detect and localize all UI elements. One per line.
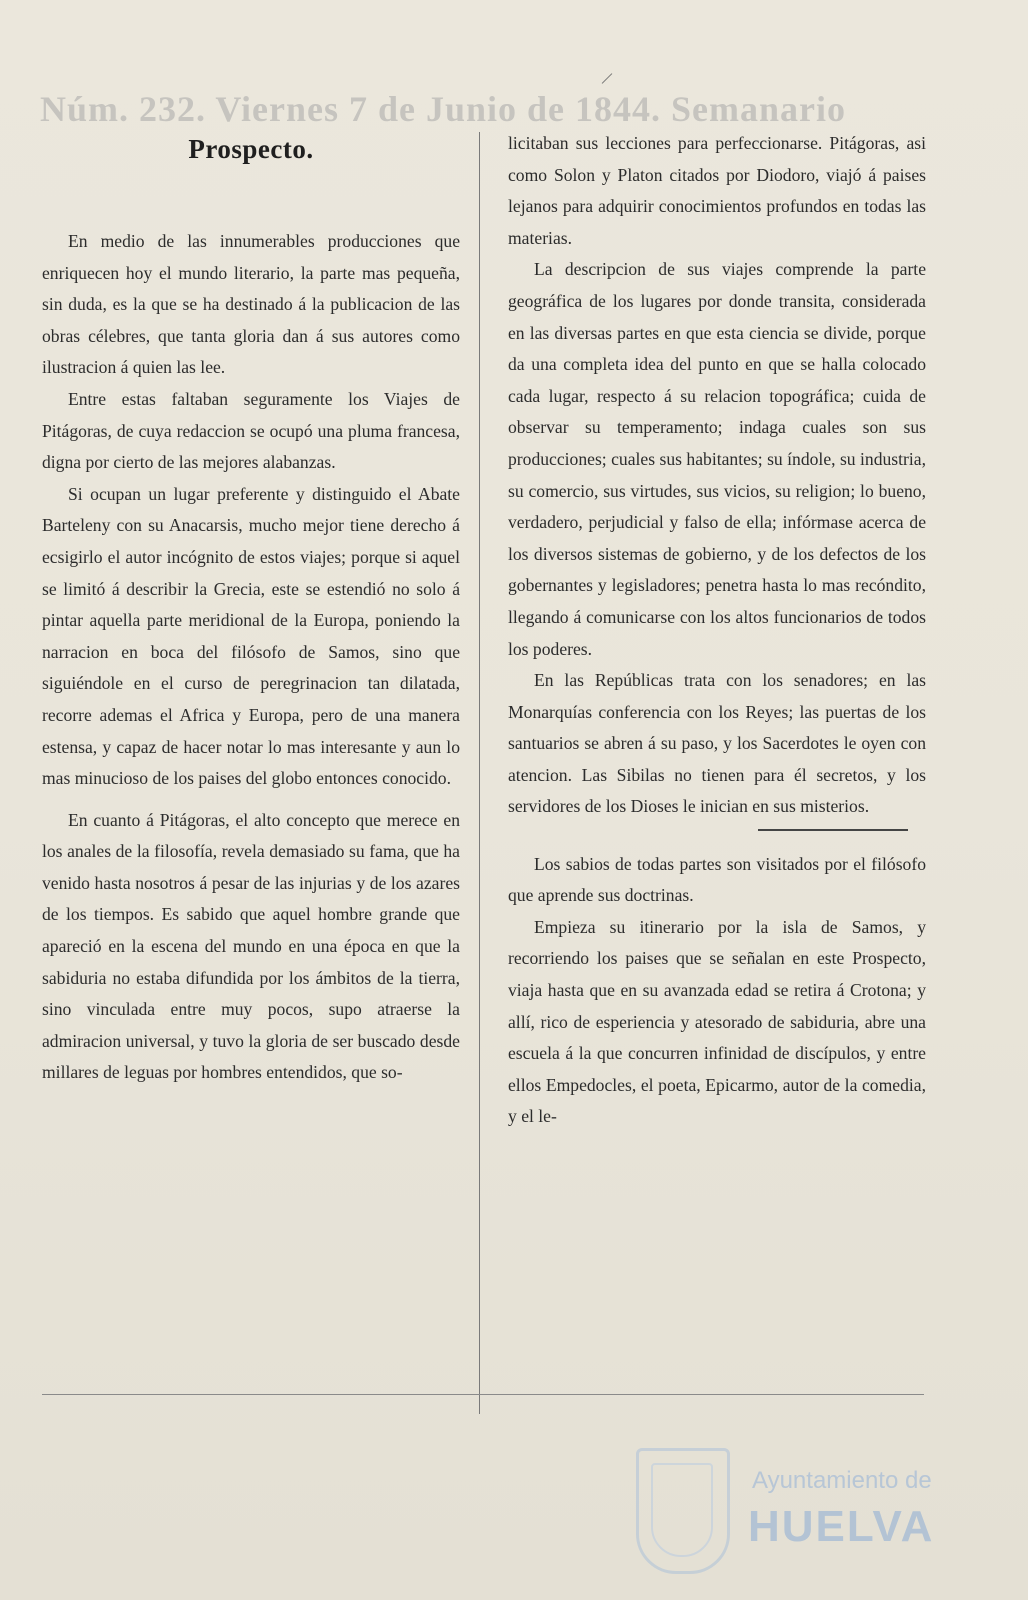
watermark-line1: Ayuntamiento de — [752, 1467, 932, 1494]
coat-of-arms-icon — [636, 1448, 730, 1574]
column-divider — [479, 132, 480, 1414]
right-paragraph-4: Los sabios de todas partes son visitados por el filósofo que aprende sus doctrinas. — [508, 853, 926, 906]
bleed-through-masthead: Núm. 232. Viernes 7 de Junio de 1844. Semanario — [40, 89, 847, 129]
watermark-line2: HUELVA — [748, 1502, 935, 1551]
left-paragraph-4: En cuanto á Pitágoras, el alto concepto que merece en los anales de la filosofía, revela demasiado su fama, que ha venido hasta nosotros á pesar de las injurias y de los azares de los tiempos. Es sabido que aquel hombre grande que apareció en la escena del mundo en una época en que la sabiduria no estaba difundida por los ámbitos de la tierra, sino vinculada entre muy pocos, supo atraerse la admiracion universal, y tuvo la gloria de ser buscado desde millares de leguas por hombres entendidos, que so- — [42, 809, 460, 1083]
right-paragraph-2: La descripcion de sus viajes comprende la parte geográfica de los lugares por donde transita, considerada en las diversas partes en que esta ciencia se divide, porque da una completa idea del punto en que se halla colocado cada lugar, respecto á su relacion topográfica; cuida de observar su temperamento; indaga cuales son sus producciones; cuales sus habitantes; su índole, su industria, su comercio, sus virtudes, sus vicios, su religion; lo bueno, verdadero, perjudicial y falso de ella; infórmase acerca de los diversos sistemas de gobierno, y de los defectos de los gobernantes y legisladores; penetra hasta lo mas recóndito, llegando á comunicarse con los altos funcionarios de todos los poderes. — [508, 259, 926, 659]
right-column — [508, 128, 926, 1133]
paragraph-gap — [42, 795, 460, 805]
left-column — [42, 128, 460, 1089]
left-paragraph-2: Entre estas faltaban seguramente los Viajes de Pitágoras, de cuya redaccion se ocupó una pluma francesa, digna por cierto de las mejores alabanzas. — [42, 388, 460, 473]
right-paragraph-3: En las Repúblicas trata con los senadores; en las Monarquías conferencia con los Reyes; las puertas de los santuarios se abren á su paso, y los Sacerdotes le oyen con atencion. Las Sibilas no tienen para él secretos, y los servidores de los Dioses le inician en sus misterios. — [508, 670, 926, 817]
page-title: Prospecto. — [188, 134, 314, 164]
left-paragraph-1: En medio de las innumerables producciones que enriquecen hoy el mundo literario, la parte mas pequeña, sin duda, es la que se ha destinado á la publicacion de las obras célebres, que tanta gloria dan á sus autores como ilustracion á quien las lee. — [42, 231, 460, 378]
footer-rule — [42, 1394, 924, 1395]
section-rule — [758, 829, 908, 831]
pencil-mark — [602, 73, 613, 84]
right-paragraph-1: licitaban sus lecciones para perfeccionarse. Pitágoras, asi como Solon y Platon citados por Diodoro, viajó á paises lejanos para adquirir conocimientos profundos en todas las materias. — [508, 133, 926, 248]
right-paragraph-5: Empieza su itinerario por la isla de Samos, y recorriendo los paises que se señalan en este Prospecto, viaja hasta que en su avanzada edad se retira á Crotona; y allí, rico de esperiencia y atesorado de sabiduria, abre una escuela á la que concurren infinidad de discípulos, y entre ellos Empedocles, el poeta, Epicarmo, autor de la comedia, y el le- — [508, 916, 926, 1127]
coat-of-arms-inner — [651, 1463, 713, 1557]
left-paragraph-3: Si ocupan un lugar preferente y distinguido el Abate Barteleny con su Anacarsis, mucho mejor tiene derecho á ecsigirlo el autor incógnito de estos viajes; porque si aquel se limitó á describir la Grecia, este se estendió no solo á pintar aquella parte meridional de la Europa, poniendo la narracion en boca del filósofo de Samos, sino que siguiéndole en el curso de peregrinacion tan dilatada, recorre ademas el Africa y Europa, pero de una manera estensa, y capaz de hacer notar lo mas interesante y aun lo mas minucioso de los paises del globo entonces conocido. — [42, 483, 460, 789]
